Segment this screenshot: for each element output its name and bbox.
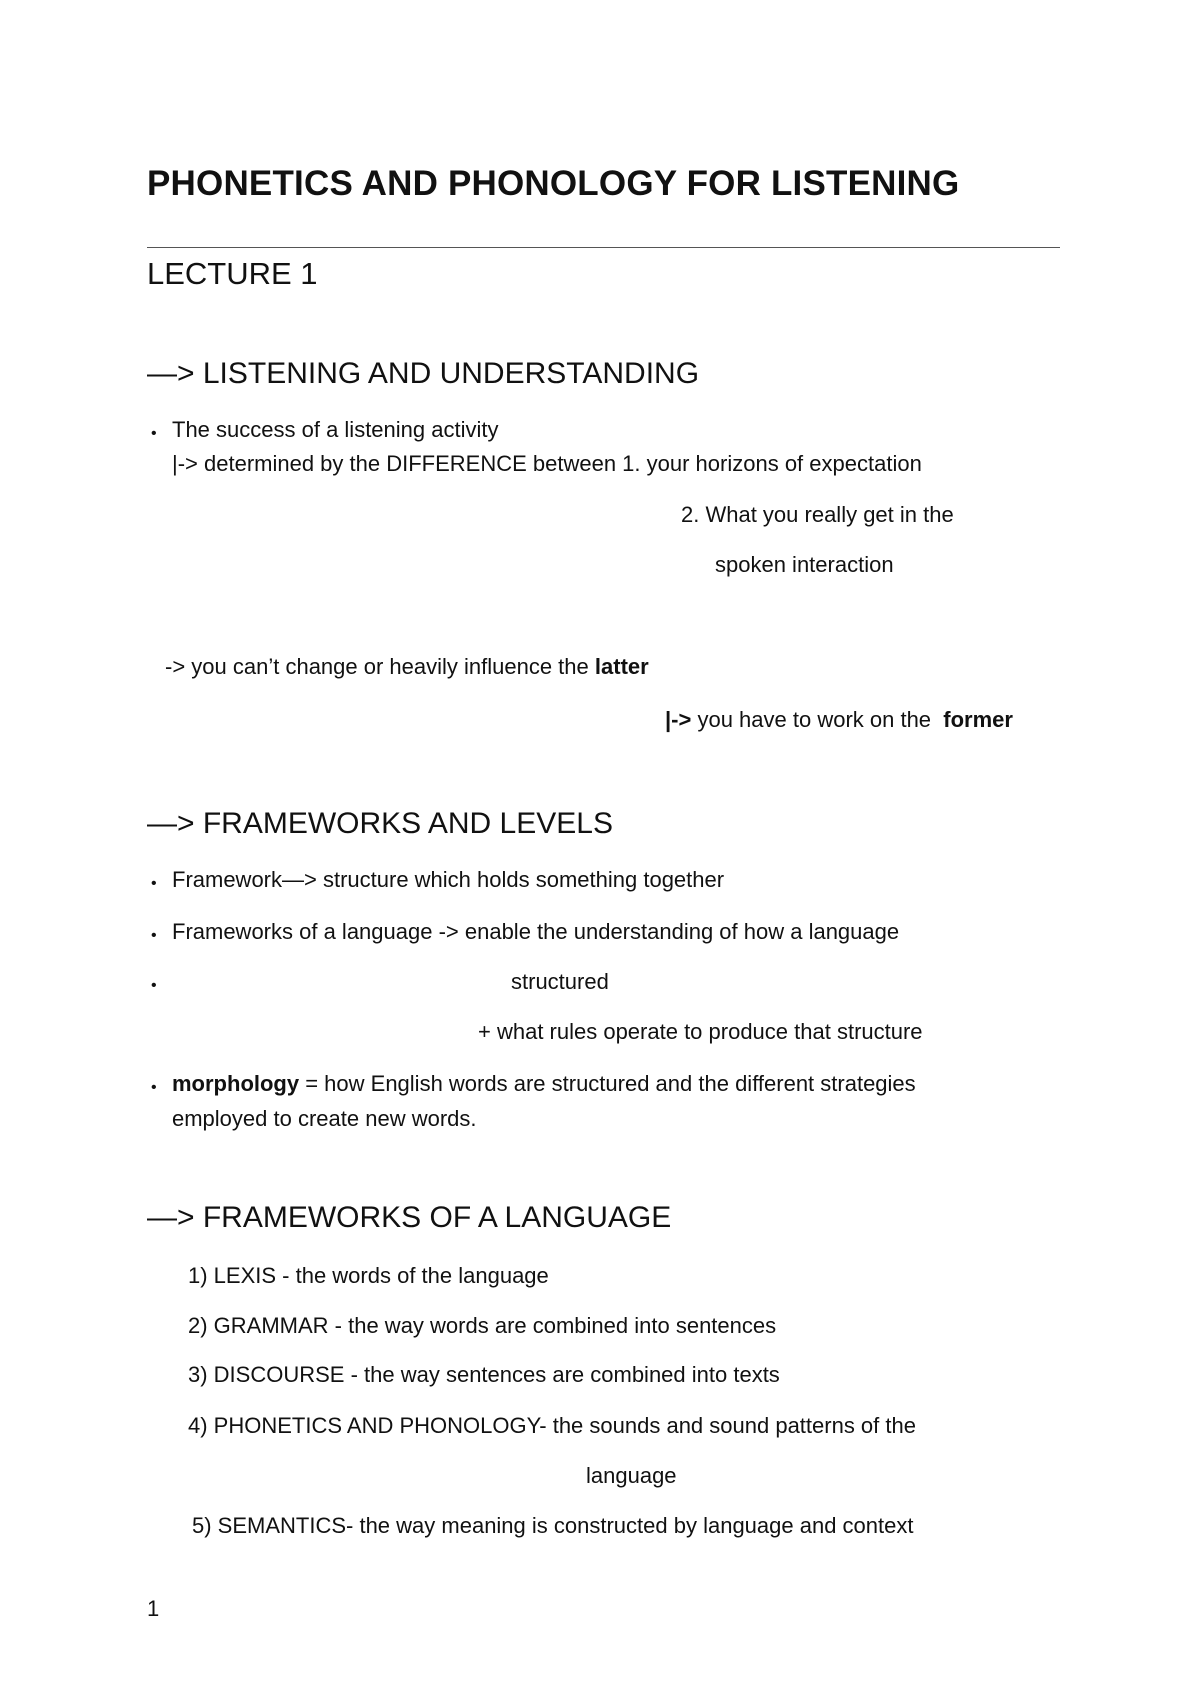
former-line <box>665 707 1013 733</box>
former-word: former <box>943 707 1013 732</box>
bullet-marker: • <box>151 1079 157 1096</box>
section-heading-frameworks-language: —> FRAMEWORKS OF A LANGUAGE <box>147 1201 672 1234</box>
expectation-item-2-cont: spoken interaction <box>715 552 894 577</box>
expectation-item-2: 2. What you really get in the <box>681 502 954 527</box>
page-title: PHONETICS AND PHONOLOGY FOR LISTENING <box>147 164 960 203</box>
frameworks-language-line: Frameworks of a language -> enable the understanding of how a language <box>172 919 900 944</box>
list-item-phonetics-cont: language <box>586 1463 677 1488</box>
latter-line <box>165 654 649 680</box>
morphology-line <box>172 1071 916 1097</box>
listening-bullet-text: The success of a listening activity <box>172 417 499 442</box>
morphology-term: morphology <box>172 1071 300 1096</box>
list-item-semantics: 5) SEMANTICS- the way meaning is constructed by language and context <box>192 1513 914 1538</box>
framework-definition: Framework—> structure which holds something together <box>172 867 725 892</box>
latter-word: latter <box>594 654 649 679</box>
section-heading-listening: —> LISTENING AND UNDERSTANDING <box>147 357 700 390</box>
bullet-marker: • <box>151 927 157 944</box>
list-item-lexis: 1) LEXIS - the words of the language <box>188 1263 549 1288</box>
former-line-text: you have to work on the <box>697 707 944 732</box>
bullet-marker: • <box>151 977 157 994</box>
morphology-continuation: employed to create new words. <box>172 1106 477 1131</box>
difference-line: |-> determined by the DIFFERENCE between 1. your horizons of expectation <box>172 451 922 476</box>
latter-line-text: -> you can’t change or heavily influence the <box>165 654 595 679</box>
list-item-phonetics: 4) PHONETICS AND PHONOLOGY- the sounds and sound patterns of the <box>188 1413 916 1438</box>
lecture-label: LECTURE 1 <box>147 256 318 291</box>
bullet-marker: • <box>151 875 157 892</box>
former-arrow: |-> <box>665 707 698 732</box>
page-number: 1 <box>147 1596 160 1621</box>
structured-line: structured <box>511 969 609 994</box>
rules-line: + what rules operate to produce that structure <box>478 1019 923 1044</box>
section-heading-frameworks-levels: —> FRAMEWORKS AND LEVELS <box>147 807 613 840</box>
morphology-definition: = how English words are structured and the different strategies <box>299 1071 916 1096</box>
bullet-marker: • <box>151 425 157 442</box>
list-item-discourse: 3) DISCOURSE - the way sentences are combined into texts <box>188 1362 780 1387</box>
title-divider <box>147 247 1060 248</box>
list-item-grammar: 2) GRAMMAR - the way words are combined into sentences <box>188 1313 777 1338</box>
